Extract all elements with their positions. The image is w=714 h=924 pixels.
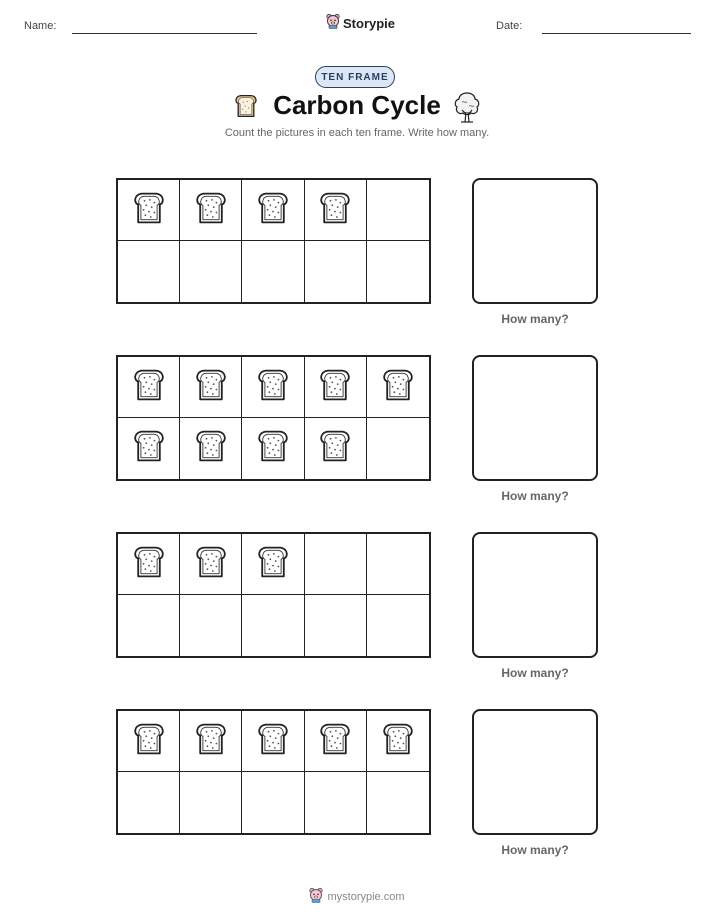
- answer-box-3[interactable]: [472, 532, 598, 658]
- bread-icon: [193, 720, 229, 763]
- frame-cell: [118, 595, 180, 656]
- tree-icon: [452, 90, 482, 129]
- bread-icon: [380, 366, 416, 409]
- bread-icon: [317, 427, 353, 470]
- date-label: Date:: [496, 20, 523, 32]
- instructions: Count the pictures in each ten frame. Write how many.: [224, 127, 490, 139]
- bread-icon: [131, 189, 167, 232]
- how-many-label: How many?: [501, 666, 569, 680]
- bread-icon: [255, 189, 291, 232]
- date-line[interactable]: [542, 33, 691, 34]
- bread-icon: [255, 366, 291, 409]
- frame-cell: [242, 241, 304, 302]
- frame-cell: [118, 241, 180, 302]
- frame-cell: [367, 241, 429, 302]
- bread-icon: [131, 720, 167, 763]
- frame-cell: [118, 180, 180, 241]
- answer-box-4[interactable]: [472, 709, 598, 835]
- bread-icon: [193, 543, 229, 586]
- frame-cell: [305, 711, 367, 772]
- how-many-label: How many?: [501, 312, 569, 326]
- bread-icon: [131, 427, 167, 470]
- frame-cell: [367, 534, 429, 595]
- ten-frame-3: [116, 532, 431, 658]
- frame-cell: [118, 357, 180, 418]
- bread-icon: [131, 366, 167, 409]
- frame-cell: [367, 595, 429, 656]
- frame-cell: [305, 772, 367, 833]
- frame-cell: [305, 180, 367, 241]
- frame-cell: [242, 711, 304, 772]
- frame-cell: [180, 595, 242, 656]
- bread-icon: [255, 720, 291, 763]
- brand: [326, 13, 395, 34]
- frame-cell: [367, 711, 429, 772]
- frame-cell: [242, 595, 304, 656]
- how-many-label: How many?: [501, 843, 569, 857]
- name-line[interactable]: [72, 33, 257, 34]
- footer: [0, 887, 714, 906]
- answer-box-1[interactable]: [472, 178, 598, 304]
- frame-cell: [305, 357, 367, 418]
- frame-cell: [242, 772, 304, 833]
- bear-logo-icon: [309, 887, 323, 906]
- frame-cell: [180, 711, 242, 772]
- ten-frame-4: [116, 709, 431, 835]
- bear-logo-icon: [326, 13, 340, 34]
- frame-cell: [367, 180, 429, 241]
- frame-cell: [118, 418, 180, 479]
- answer-box-2[interactable]: [472, 355, 598, 481]
- frame-cell: [180, 357, 242, 418]
- frame-cell: [118, 772, 180, 833]
- brand-name: Storypie: [343, 16, 396, 31]
- ten-frame-2: [116, 355, 431, 481]
- bread-icon: [193, 366, 229, 409]
- bread-icon: [317, 720, 353, 763]
- frame-cell: [118, 534, 180, 595]
- bread-icon: [131, 543, 167, 586]
- ten-frame-1: [116, 178, 431, 304]
- how-many-label: How many?: [501, 489, 569, 503]
- frame-cell: [367, 772, 429, 833]
- page-title: Carbon Cycle: [273, 90, 441, 120]
- frame-cell: [305, 534, 367, 595]
- frame-cell: [180, 241, 242, 302]
- frame-cell: [242, 180, 304, 241]
- frame-cell: [180, 534, 242, 595]
- frame-cell: [180, 180, 242, 241]
- bread-icon: [193, 427, 229, 470]
- bread-icon: [255, 427, 291, 470]
- frame-cell: [242, 534, 304, 595]
- frame-cell: [242, 357, 304, 418]
- frame-cell: [367, 357, 429, 418]
- frame-cell: [180, 772, 242, 833]
- bread-icon: [255, 543, 291, 586]
- bread-icon: [317, 366, 353, 409]
- frame-cell: [305, 241, 367, 302]
- frame-cell: [305, 595, 367, 656]
- frame-cell: [367, 418, 429, 479]
- bread-icon: [193, 189, 229, 232]
- bread-icon: [380, 720, 416, 763]
- frame-cell: [118, 711, 180, 772]
- frame-cell: [180, 418, 242, 479]
- frame-cell: [242, 418, 304, 479]
- ten-frame-badge: TEN FRAME: [315, 66, 395, 88]
- footer-url[interactable]: mystorypie.com: [327, 890, 405, 903]
- bread-icon: [317, 189, 353, 232]
- name-label: Name:: [24, 20, 57, 32]
- frame-cell: [305, 418, 367, 479]
